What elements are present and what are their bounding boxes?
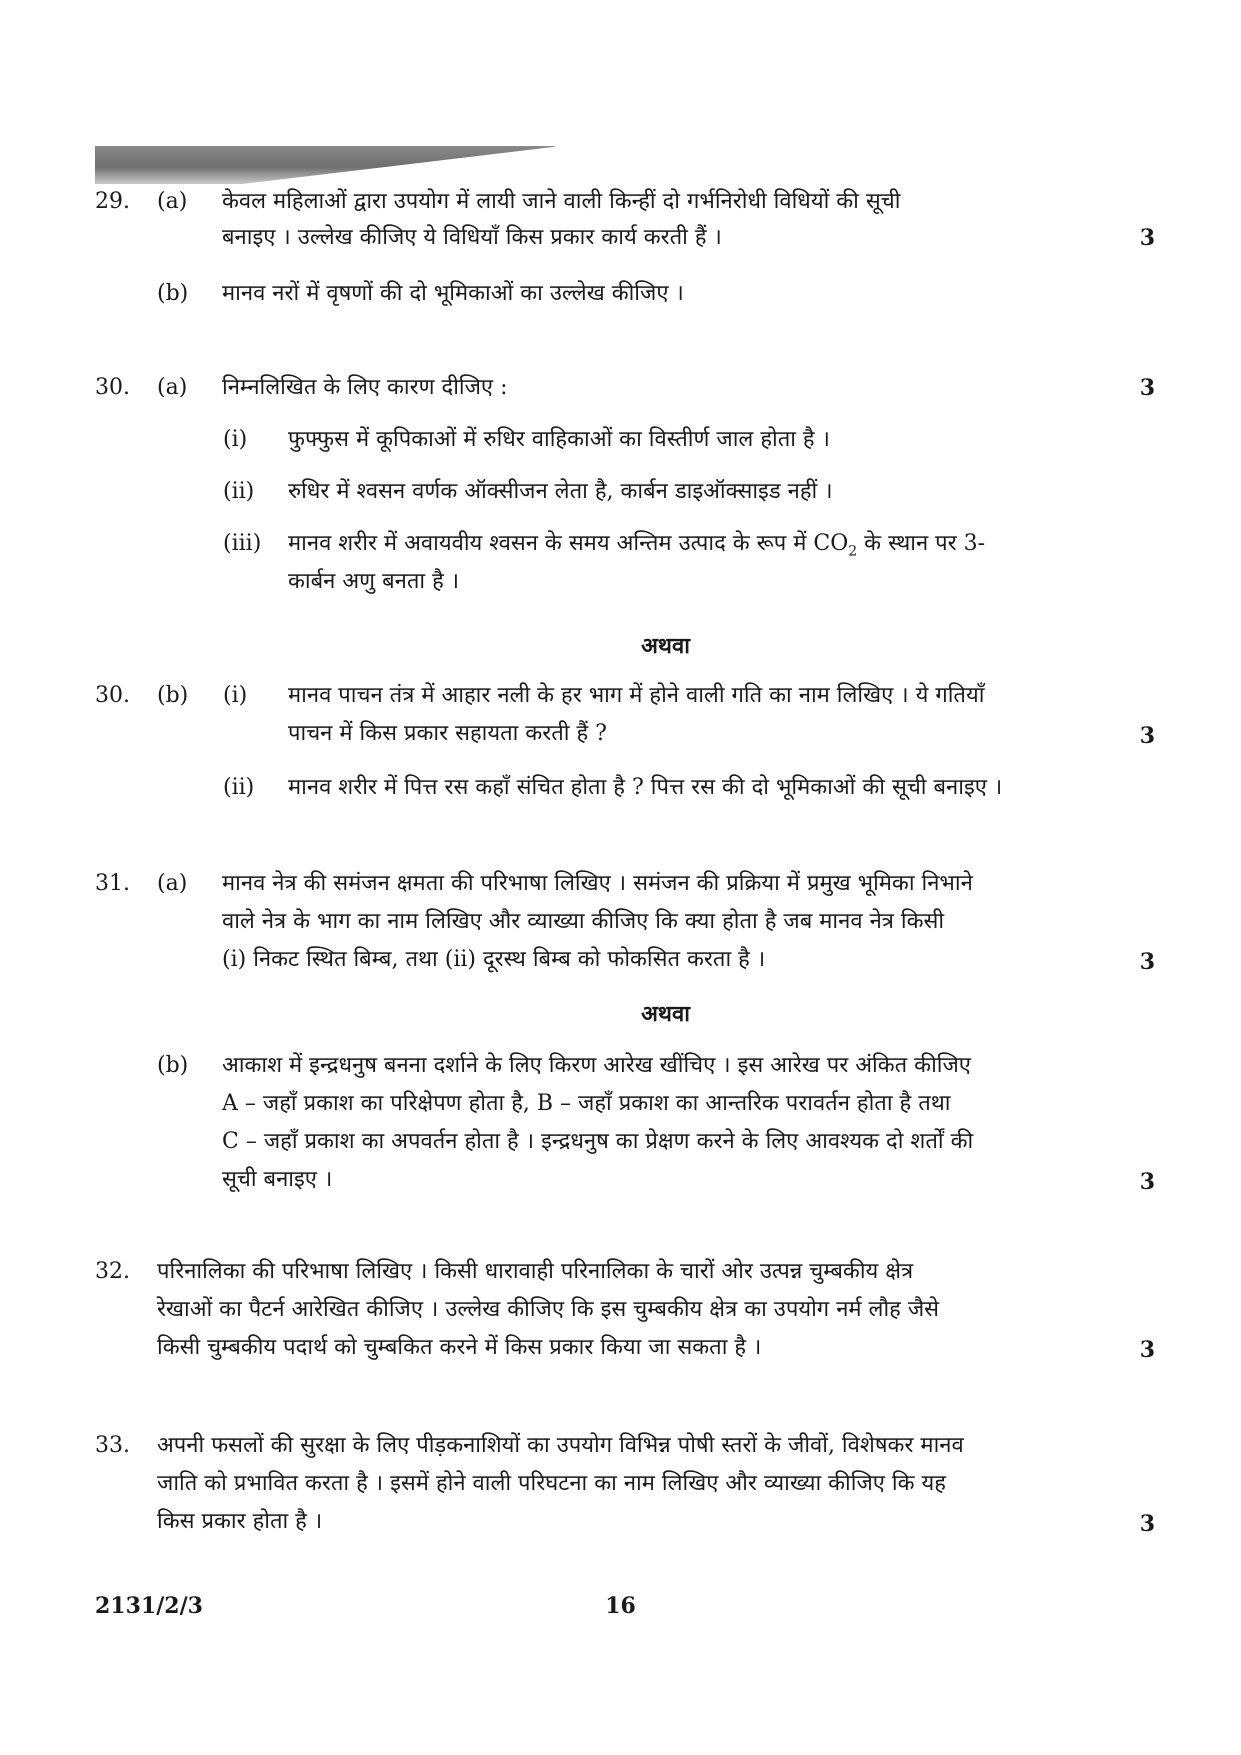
question-text: आकाश में इन्द्रधनुष बनना दर्शाने के लिए किरण आरेख खींचिए । इस आरेख पर अंकित कीजिए [222, 1053, 971, 1078]
marks: 3 [1139, 1337, 1155, 1363]
sub-question-text: मानव पाचन तंत्र में आहार नली के हर भाग में होने वाली गति का नाम लिखिए । ये गतियाँ [288, 683, 985, 708]
question-text: (i) निकट स्थित बिम्ब, तथा (ii) दूरस्थ बिम्ब को फोकसित करता है । [222, 947, 766, 972]
question-text: किस प्रकार होता है । [157, 1509, 323, 1534]
page-number: 16 [605, 1593, 636, 1619]
question-number: 31. [95, 871, 130, 896]
sub-question-text: कार्बन अणु बनता है । [288, 569, 460, 594]
question-text: अपनी फसलों की सुरक्षा के लिए पीड़कनाशियों का उपयोग विभिन्न पोषी स्तरों के जीवों, विशेषकर मानव [157, 1433, 964, 1458]
question-33 [95, 1426, 1155, 1546]
sub-label: (iii) [223, 531, 262, 556]
marks: 3 [1139, 723, 1155, 749]
question-text: निम्नलिखित के लिए कारण दीजिए : [222, 375, 508, 400]
question-number: 30. [95, 375, 130, 400]
question-32 [95, 1252, 1155, 1372]
sub-question-text: पाचन में किस प्रकार सहायता करती हैं ? [288, 721, 607, 746]
question-text: C – जहाँ प्रकाश का अपवर्तन होता है । इन्द्रधनुष का प्रेक्षण करने के लिए आवश्यक दो शर्तों की [222, 1129, 974, 1154]
or-label: अथवा [641, 633, 690, 659]
marks: 3 [1139, 949, 1155, 975]
part-label: (b) [157, 281, 189, 306]
sub-label: (ii) [223, 775, 255, 800]
question-number: 29. [95, 189, 130, 214]
paper-code: 2131/2/3 [95, 1593, 203, 1619]
question-text: मानव नेत्र की समंजन क्षमता की परिभाषा लिखिए । समंजन की प्रक्रिया में प्रमुख भूमिका निभाने [222, 871, 973, 896]
question-text: A – जहाँ प्रकाश का परिक्षेपण होता है, B – जहाँ प्रकाश का आन्तरिक परावर्तन होता है तथा [222, 1091, 951, 1116]
question-30b [95, 676, 1155, 816]
sub-label: (i) [223, 683, 248, 708]
question-29 [95, 182, 1155, 312]
question-text: सूची बनाइए । [222, 1167, 333, 1192]
or-label: अथवा [641, 1001, 690, 1027]
question-text: मानव नरों में वृषणों की दो भूमिकाओं का उल्लेख कीजिए । [222, 281, 684, 306]
or-divider [95, 626, 1155, 666]
question-number: 32. [95, 1259, 130, 1284]
question-text: जाति को प्रभावित करता है । इसमें होने वाली परिघटना का नाम लिखिए और व्याख्या कीजिए कि यह [157, 1471, 946, 1496]
question-30a [95, 368, 1155, 598]
sub-question-text: रुधिर में श्वसन वर्णक ऑक्सीजन लेता है, कार्बन डाइऑक्साइड नहीं । [288, 479, 833, 504]
marks: 3 [1139, 1511, 1155, 1537]
question-31a [95, 864, 1155, 984]
part-label: (a) [157, 189, 188, 214]
or-divider [95, 994, 1155, 1034]
question-text: रेखाओं का पैटर्न आरेखित कीजिए । उल्लेख कीजिए कि इस चुम्बकीय क्षेत्र का उपयोग नर्म लौह जैसे [157, 1297, 940, 1322]
question-text: किसी चुम्बकीय पदार्थ को चुम्बकित करने में किस प्रकार किया जा सकता है । [157, 1335, 762, 1360]
marks: 3 [1139, 225, 1155, 251]
sub-label: (ii) [223, 479, 255, 504]
question-text: बनाइए । उल्लेख कीजिए ये विधियाँ किस प्रकार कार्य करती हैं । [222, 225, 722, 250]
part-label: (b) [157, 683, 189, 708]
part-label: (b) [157, 1053, 189, 1078]
header-decorative-bar [95, 146, 555, 184]
question-text: वाले नेत्र के भाग का नाम लिखिए और व्याख्या कीजिए कि क्या होता है जब मानव नेत्र किसी [222, 909, 945, 934]
sub-question-text: मानव शरीर में अवायवीय श्वसन के समय अन्तिम उत्पाद के रूप में $CO_2$ के स्थान पर 3- [288, 531, 986, 560]
sub-question-text: फुफ्फुस में कूपिकाओं में रुधिर वाहिकाओं का विस्तीर्ण जाल होता है । [288, 427, 830, 452]
question-number: 33. [95, 1433, 130, 1458]
part-label: (a) [157, 871, 188, 896]
marks: 3 [1139, 375, 1155, 401]
question-31b [95, 1046, 1155, 1206]
part-label: (a) [157, 375, 188, 400]
marks: 3 [1139, 1169, 1155, 1195]
question-text: परिनालिका की परिभाषा लिखिए । किसी धारावाही परिनालिका के चारों ओर उत्पन्न चुम्बकीय क्षेत्र [157, 1259, 914, 1284]
question-number: 30. [95, 683, 130, 708]
sub-label: (i) [223, 427, 248, 452]
question-text: केवल महिलाओं द्वारा उपयोग में लायी जाने वाली किन्हीं दो गर्भनिरोधी विधियों की सूची [222, 189, 901, 214]
sub-question-text: मानव शरीर में पित्त रस कहाँ संचित होता है ? पित्त रस की दो भूमिकाओं की सूची बनाइए । [288, 775, 1003, 800]
